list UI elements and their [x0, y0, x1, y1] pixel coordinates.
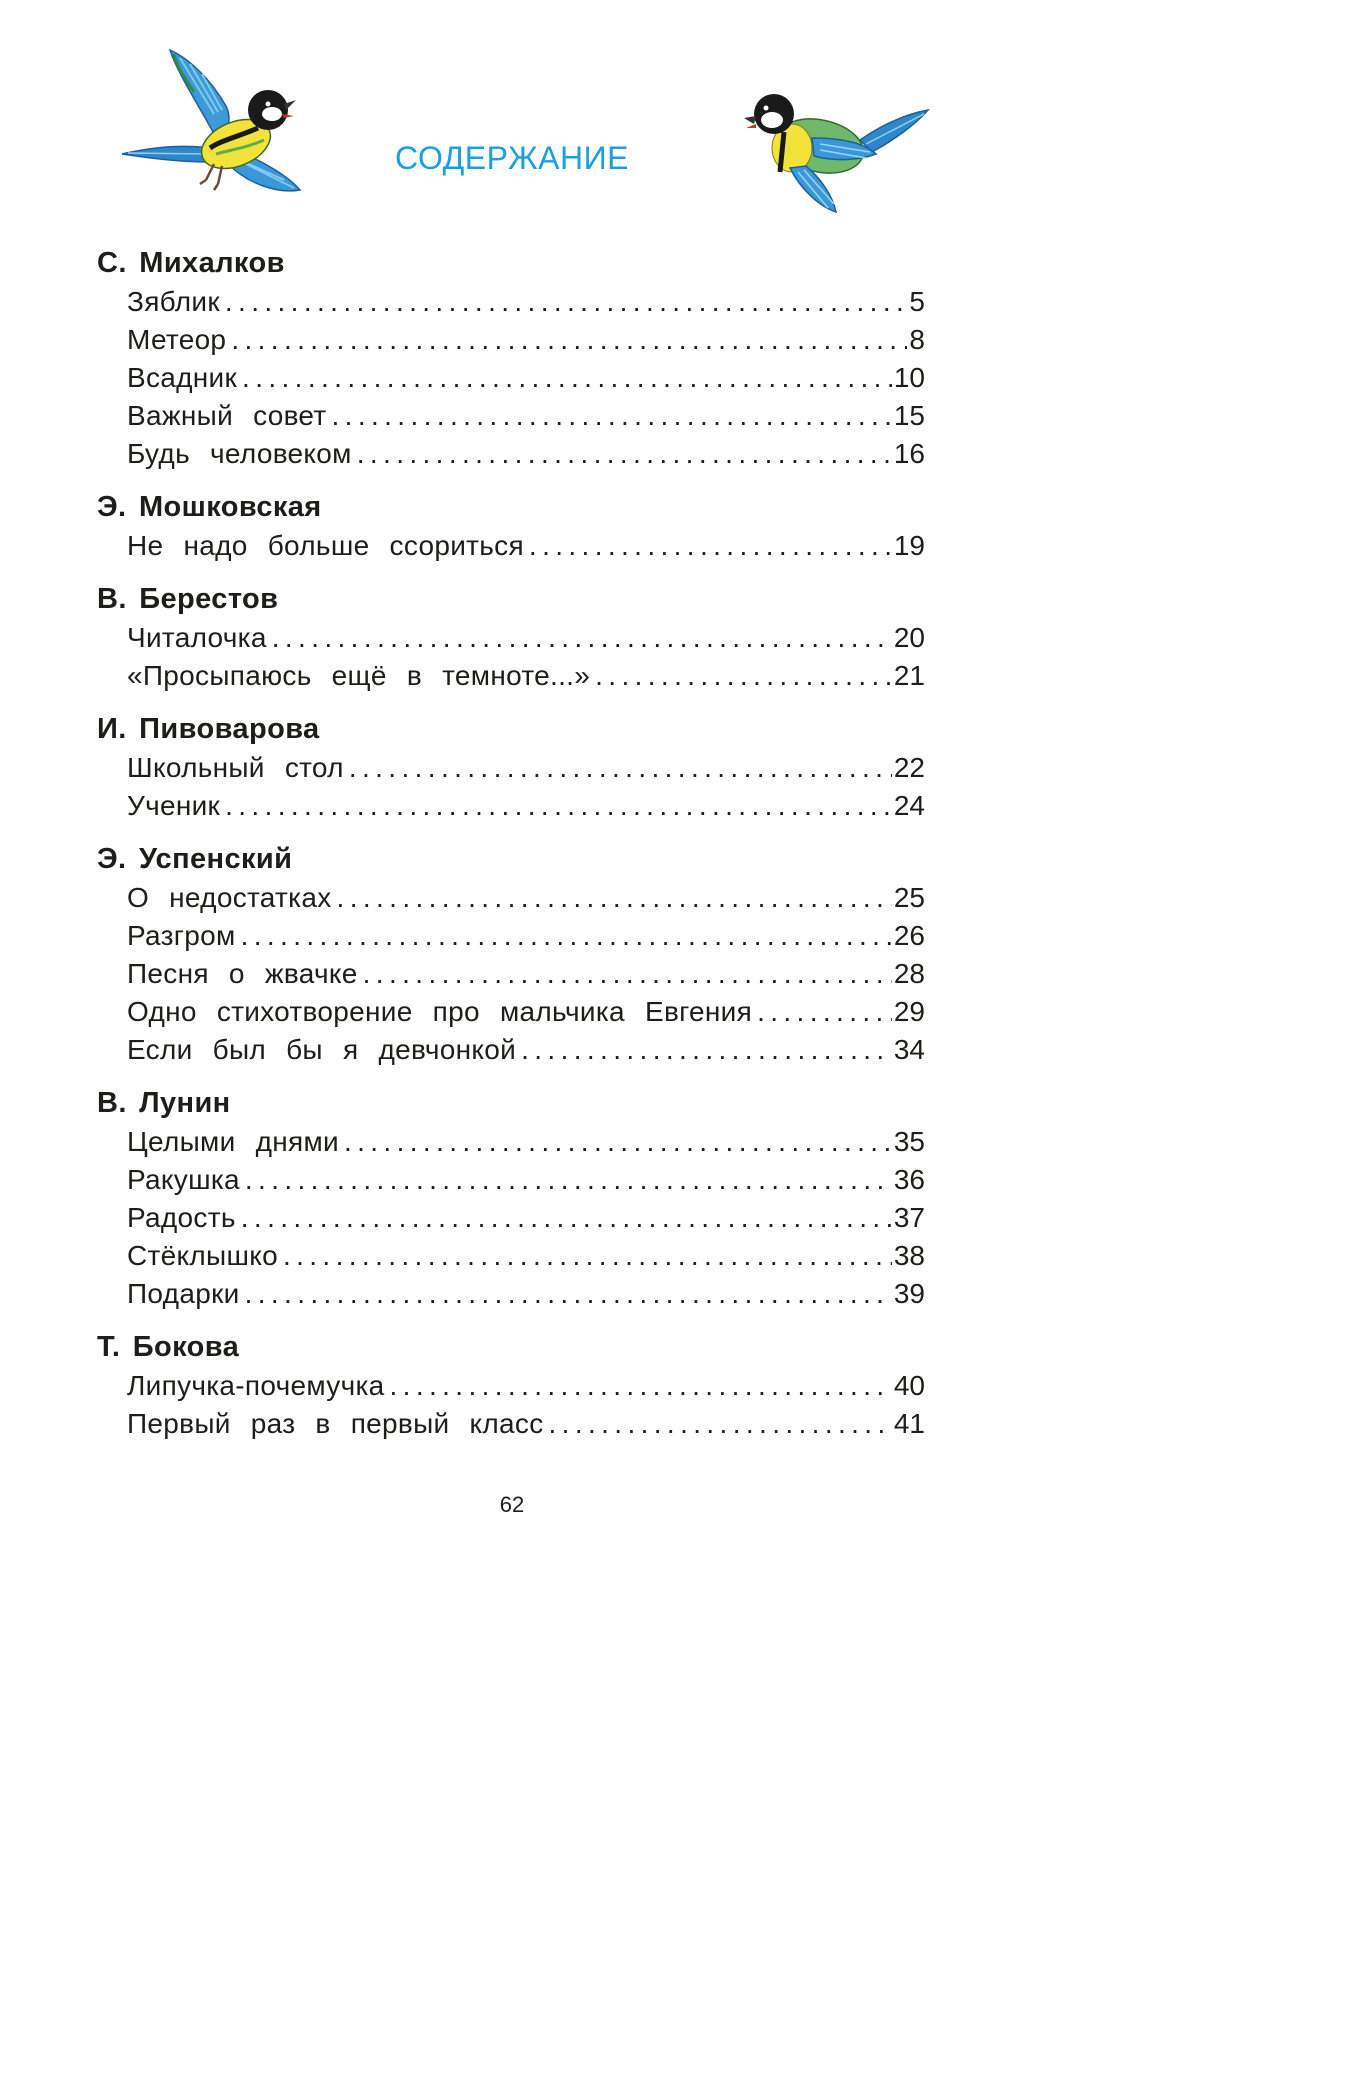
toc-entry-page: 10: [893, 362, 925, 393]
toc-entry-title: Школьный стол: [127, 752, 344, 783]
toc-entry-title: Зяблик: [127, 286, 220, 317]
toc-entry: [97, 283, 925, 321]
dot-leader: [358, 955, 892, 993]
table-of-contents: [97, 243, 925, 1443]
toc-entry: [97, 1123, 925, 1161]
toc-entry-title: Стёклышко: [127, 1240, 278, 1271]
author-heading: В. Лунин: [97, 1087, 231, 1119]
dot-leader: [278, 1237, 892, 1275]
page-number: 62: [499, 1492, 525, 1517]
toc-entry-title: Липучка-почемучка: [127, 1370, 385, 1401]
toc-entry-page: 8: [909, 324, 925, 355]
toc-entry-page: 34: [893, 1034, 925, 1065]
toc-entry: [97, 397, 925, 435]
dot-leader: [544, 1405, 892, 1443]
toc-entry-page: 15: [893, 400, 925, 431]
dot-leader: [590, 657, 892, 695]
bird-illustration-left-icon: [118, 44, 308, 204]
toc-entry: [97, 1275, 925, 1313]
toc-entry-page: 37: [893, 1202, 925, 1233]
toc-entry-page: 16: [893, 438, 925, 469]
dot-leader: [752, 993, 892, 1031]
toc-entry-page: 25: [893, 882, 925, 913]
toc-entry-page: 21: [893, 660, 925, 691]
page-header: [0, 0, 1024, 230]
toc-entry: [97, 917, 925, 955]
toc-entry: [97, 657, 925, 695]
toc-entry-title: «Просыпаюсь ещё в темноте...»: [127, 660, 591, 691]
toc-entry: [97, 1237, 925, 1275]
author-heading: Э. Мошковская: [97, 491, 322, 523]
toc-entry-title: Разгром: [127, 920, 236, 951]
dot-leader: [385, 1367, 892, 1405]
toc-entry-title: Одно стихотворение про мальчика Евгения: [127, 996, 753, 1027]
bird-illustration-right-icon: [740, 80, 930, 215]
toc-entry-page: 40: [893, 1370, 925, 1401]
toc-entry-page: 29: [893, 996, 925, 1027]
dot-leader: [226, 321, 907, 359]
dot-leader: [236, 917, 892, 955]
toc-entry-title: Будь человеком: [127, 438, 352, 469]
dot-leader: [240, 1161, 892, 1199]
toc-entry-title: Ракушка: [127, 1164, 240, 1195]
dot-leader: [524, 527, 892, 565]
toc-entry-page: 24: [893, 790, 925, 821]
toc-entry-title: О недостатках: [127, 882, 332, 913]
toc-entry: [97, 1405, 925, 1443]
author-heading: И. Пивоварова: [97, 713, 320, 745]
dot-leader: [220, 283, 908, 321]
toc-entry-title: Целыми днями: [127, 1126, 339, 1157]
author-heading: Э. Успенский: [97, 843, 293, 875]
toc-entry-title: Песня о жвачке: [127, 958, 358, 989]
toc-entry-title: Метеор: [127, 324, 227, 355]
dot-leader: [344, 749, 892, 787]
toc-entry-title: Всадник: [127, 362, 238, 393]
toc-entry-page: 36: [893, 1164, 925, 1195]
toc-entry: [97, 321, 925, 359]
toc-entry: [97, 435, 925, 473]
toc-entry: [97, 787, 925, 825]
dot-leader: [339, 1123, 892, 1161]
toc-entry: [97, 1031, 925, 1069]
toc-entry-title: Первый раз в первый класс: [127, 1408, 544, 1439]
dot-leader: [516, 1031, 892, 1069]
author-heading: С. Михалков: [97, 247, 285, 279]
toc-entry-page: 26: [893, 920, 925, 951]
dot-leader: [327, 397, 892, 435]
toc-entry-page: 38: [893, 1240, 925, 1271]
toc-entry: [97, 527, 925, 565]
toc-entry-page: 5: [909, 286, 925, 317]
dot-leader: [236, 1199, 892, 1237]
dot-leader: [267, 619, 892, 657]
dot-leader: [332, 879, 892, 917]
toc-entry-page: 39: [893, 1278, 925, 1309]
toc-entry: [97, 955, 925, 993]
toc-entry-page: 20: [893, 622, 925, 653]
page-title-text: СОДЕРЖАНИЕ: [395, 140, 629, 176]
toc-entry: [97, 1161, 925, 1199]
toc-entry: [97, 879, 925, 917]
dot-leader: [220, 787, 892, 825]
toc-entry: [97, 749, 925, 787]
toc-entry-page: 41: [893, 1408, 925, 1439]
toc-entry: [97, 993, 925, 1031]
toc-entry-title: Подарки: [127, 1278, 240, 1309]
dot-leader: [352, 435, 892, 473]
toc-entry-title: Если был бы я девчонкой: [127, 1034, 517, 1065]
toc-entry-title: Радость: [127, 1202, 236, 1233]
dot-leader: [240, 1275, 892, 1313]
toc-entry-page: 22: [893, 752, 925, 783]
toc-entry: [97, 619, 925, 657]
toc-entry-title: Читалочка: [127, 622, 267, 653]
author-heading: Т. Бокова: [97, 1331, 240, 1363]
dot-leader: [237, 359, 892, 397]
toc-entry: [97, 359, 925, 397]
toc-entry-title: Важный совет: [127, 400, 327, 431]
toc-entry-page: 19: [893, 530, 925, 561]
author-heading: В. Берестов: [97, 583, 279, 615]
toc-entry-page: 28: [893, 958, 925, 989]
toc-entry-title: Не надо больше ссориться: [127, 530, 524, 561]
toc-entry-title: Ученик: [127, 790, 221, 821]
toc-entry: [97, 1367, 925, 1405]
toc-entry: [97, 1199, 925, 1237]
toc-entry-page: 35: [893, 1126, 925, 1157]
